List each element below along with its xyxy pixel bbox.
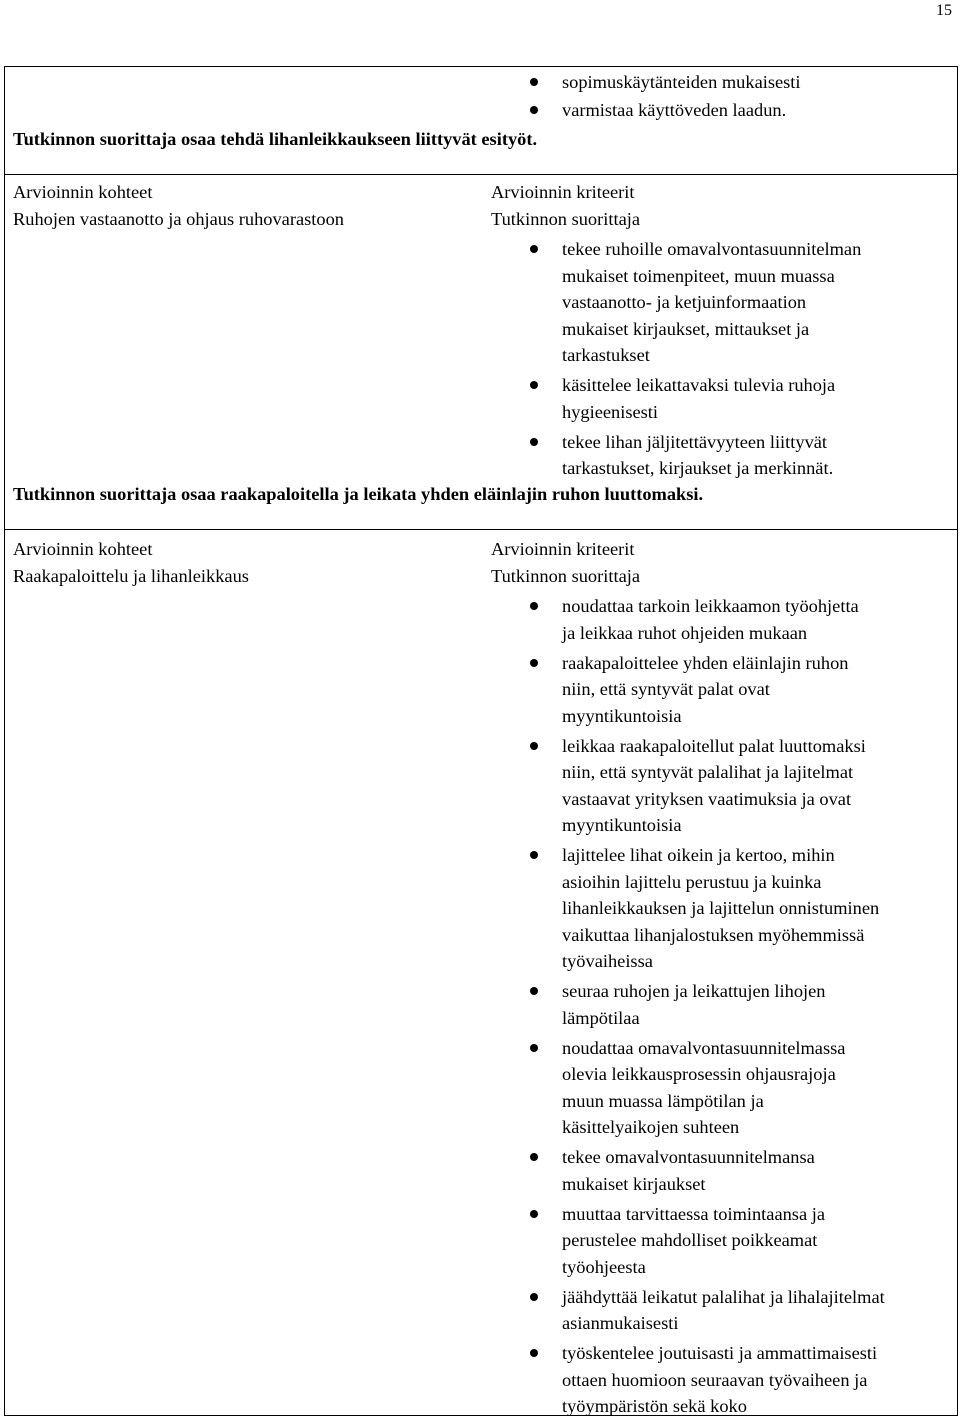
list-item: seuraa ruhojen ja leikattujen lihojen lämpötilaa — [562, 978, 885, 1031]
page-number: 15 — [936, 2, 952, 19]
list-item: sopimuskäytänteiden mukaisesti — [562, 69, 801, 96]
list-item: leikkaa raakapaloitellut palat luuttomaksi niin, että syntyvät palalihat ja lajitelmat vastaavat yrityksen vaatimuksia ja ovat myyntikuntoisia — [562, 733, 885, 839]
section-1-target: Ruhojen vastaanotto ja ohjaus ruhovarastoon — [13, 209, 344, 229]
list-item: muuttaa tarvittaessa toimintaansa ja perustelee mahdolliset poikkeamat työohjeesta — [562, 1201, 885, 1281]
list-item: raakapaloittelee yhden eläinlajin ruhon niin, että syntyvät palat ovat myyntikuntoisia — [562, 650, 885, 730]
section-2-right-title: Arvioinnin kriteerit — [491, 539, 635, 559]
section-2-heading: Tutkinnon suorittaja osaa raakapaloitella ja leikata yhden eläinlajin ruhon luuttomaksi. — [13, 484, 704, 504]
section-2-criteria-intro: Tutkinnon suorittaja — [491, 566, 641, 586]
section-2-left-title: Arvioinnin kohteet — [13, 539, 153, 559]
list-item: lajittelee lihat oikein ja kertoo, mihin asioihin lajittelu perustuu ja kuinka lihanleikkauksen ja lajittelun onnistuminen vaikuttaa lihanjalostuksen myöhemmissä työvaiheissa — [562, 842, 885, 975]
list-item: tekee omavalvontasuunnitelmansa mukaiset kirjaukset — [562, 1144, 885, 1197]
list-item: varmistaa käyttöveden laadun. — [562, 97, 801, 124]
section-1-criteria-intro: Tutkinnon suorittaja — [491, 209, 641, 229]
continuation-bullets — [562, 69, 801, 127]
row-divider — [5, 174, 957, 175]
list-item: jäähdyttää leikatut palalihat ja lihalajitelmat asianmukaisesti — [562, 1284, 885, 1337]
list-item: tekee lihan jäljitettävyyteen liittyvät tarkastukset, kirjaukset ja merkinnät. — [562, 429, 861, 482]
section-1-heading: Tutkinnon suorittaja osaa tehdä lihanleikkaukseen liittyvät esityöt. — [13, 129, 538, 149]
section-2-target: Raakapaloittelu ja lihanleikkaus — [13, 566, 249, 586]
section-2-criteria-list — [562, 593, 885, 1423]
list-item: noudattaa omavalvontasuunnitelmassa olevia leikkausprosessin ohjausrajoja muun muassa lämpötilan ja käsittelyaikojen suhteen — [562, 1035, 885, 1141]
row-divider — [5, 529, 957, 530]
criteria-table — [4, 66, 958, 1416]
list-item: työskentelee joutuisasti ja ammattimaisesti ottaen huomioon seuraavan työvaiheen ja työympäristön sekä koko — [562, 1340, 885, 1420]
list-item: tekee ruhoille omavalvontasuunnitelman mukaiset toimenpiteet, muun muassa vastaanotto- ja ketjuinformaation mukaiset kirjaukset, mittaukset ja tarkastukset — [562, 236, 861, 369]
section-1-left-title: Arvioinnin kohteet — [13, 182, 153, 202]
list-item: käsittelee leikattavaksi tulevia ruhoja hygieenisesti — [562, 372, 861, 425]
section-1-right-title: Arvioinnin kriteerit — [491, 182, 635, 202]
list-item: noudattaa tarkoin leikkaamon työohjetta ja leikkaa ruhot ohjeiden mukaan — [562, 593, 885, 646]
section-1-criteria-list — [562, 236, 861, 485]
